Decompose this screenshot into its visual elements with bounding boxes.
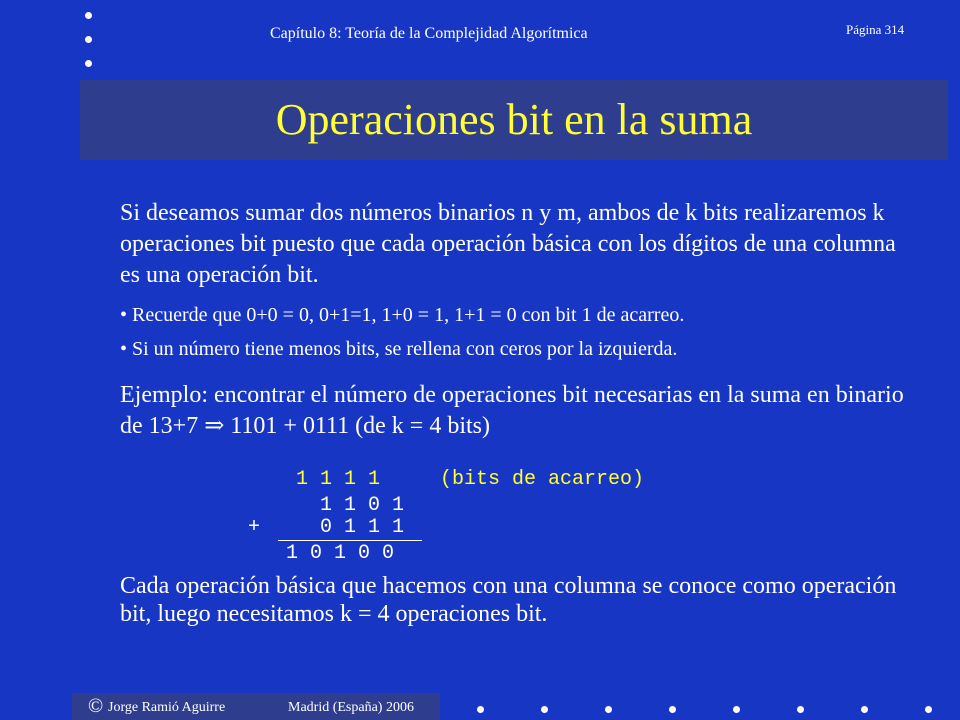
decorative-dot (669, 706, 676, 713)
intro-paragraph: Si deseamos sumar dos números binarios n y m, ambos de k bits realizaremos k operaciones bit puesto que cada operación básica con los dígitos de una columna es una operación bit. (120, 200, 896, 288)
decorative-dot (85, 12, 92, 19)
decorative-dot (861, 706, 868, 713)
decorative-dot (85, 60, 92, 67)
copyright-symbol: © (88, 695, 104, 717)
decorative-dot (925, 706, 932, 713)
decorative-dot (477, 706, 484, 713)
decorative-dot (797, 706, 804, 713)
conclusion-paragraph: Cada operación básica que hacemos con una columna se conoce como operación bit, luego necesitamos k = 4 operaciones bit. (120, 573, 897, 627)
plus-sign: + (248, 516, 261, 539)
title-band (80, 80, 948, 160)
decorative-dot (733, 706, 740, 713)
carry-note: (bits de acarreo) (440, 468, 645, 491)
slide-title: Operaciones bit en la suma (275, 95, 753, 144)
footer-author: Jorge Ramió Aguirre (108, 700, 226, 715)
decorative-dot (85, 36, 92, 43)
operand-1: 1 1 0 1 (320, 494, 405, 517)
decorative-dot (605, 706, 612, 713)
bullet-item-sum-rules: • Recuerde que 0+0 = 0, 0+1=1, 1+0 = 1, 1+1 = 0 con bit 1 de acarreo. (120, 304, 685, 326)
sum-line (278, 540, 422, 541)
decorative-dot (541, 706, 548, 713)
example-paragraph: Ejemplo: encontrar el número de operaciones bit necesarias en la suma en binario de 13+7 ⇒ 1101 + 0111 (de k = 4 bits) (120, 382, 904, 439)
sum-result: 1 0 1 0 0 (286, 542, 395, 565)
footer-place: Madrid (España) 2006 (288, 700, 414, 715)
page-number: Página 314 (846, 22, 905, 37)
bullet-item-padding: • Si un número tiene menos bits, se rellena con ceros por la izquierda. (120, 338, 678, 360)
chapter-header: Capítulo 8: Teoría de la Complejidad Algorítmica (270, 25, 588, 42)
operand-2: 0 1 1 1 (320, 516, 405, 539)
carry-bits: 1 1 1 1 (296, 468, 381, 491)
